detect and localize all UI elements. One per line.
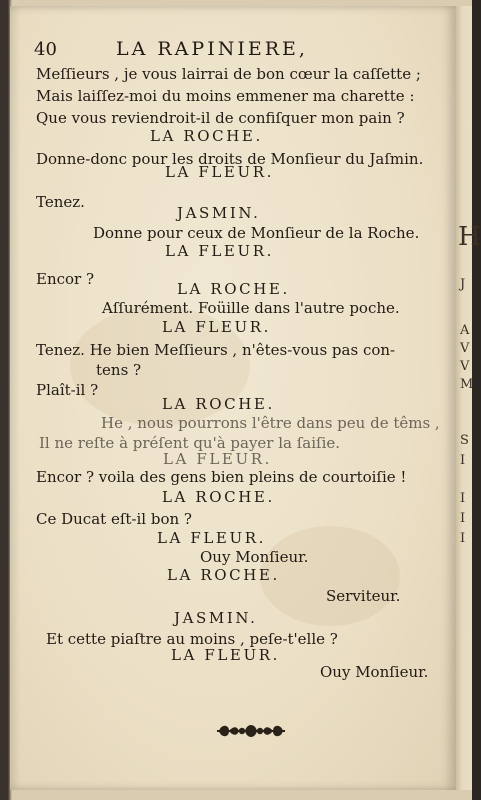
adjacent-page-mark: I [460,511,466,526]
verse-line: Plaît-il ? [36,381,99,399]
verse-line: Aſſurément. Foüille dans l'autre poche. [102,299,400,317]
verse-line: Meſſieurs , je vous lairrai de bon cœur la caſſette ; [36,65,421,83]
speaker-name: LA ROCHE. [162,395,275,413]
running-title: LA RAPINIERE, [116,38,308,60]
adjacent-page-edge [456,6,481,790]
verse-line: Donne-donc pour les droits de Monſieur du Jaſmin. [36,150,424,168]
verse-line: Serviteur. [326,587,401,605]
speaker-name: LA FLEUR. [157,529,266,547]
page-number: 40 [34,39,57,60]
adjacent-page-mark: S [460,433,469,448]
adjacent-page-mark: M [460,377,474,392]
verse-line: Encor ? voila des gens bien pleins de courtoiſie ! [36,468,407,486]
verse-line: He , nous pourrons l'être dans peu de têms , [101,414,440,432]
adjacent-page-mark: V [460,341,470,356]
adjacent-page-mark: J [460,277,466,292]
verse-line: Tenez. He bien Meſſieurs , n'êtes-vous pas con- [36,341,396,359]
adjacent-page-mark: I [460,531,466,546]
speaker-name: LA ROCHE. [177,280,290,298]
speaker-name: LA FLEUR. [163,450,272,468]
speaker-name: LA ROCHE. [150,127,263,145]
fleuron-ornament-icon [215,720,287,742]
verse-line: Ce Ducat eſt-il bon ? [36,510,192,528]
verse-line: Encor ? [36,270,95,288]
speaker-name: LA FLEUR. [171,646,280,664]
verse-line: Et cette piaſtre au moins , peſe-t'elle ? [46,630,338,648]
speaker-name: JASMIN. [177,204,261,222]
speaker-name: LA FLEUR. [162,318,271,336]
speaker-name: LA FLEUR. [165,242,274,260]
adjacent-page-mark: V [460,359,470,374]
verse-line: tens ? [96,361,142,379]
verse-line: Ouy Monſieur. [200,548,309,566]
speaker-name: JASMIN. [174,609,258,627]
adjacent-page-mark: I [460,491,466,506]
verse-line: Mais laiſſez-moi du moins emmener ma charette : [36,87,415,105]
paper-stain [260,526,400,626]
verse-line: Il ne reſte à préſent qu'à payer la ſaiſie. [39,434,341,452]
adjacent-page-mark: H [458,222,481,252]
adjacent-page-mark: I [460,453,466,468]
verse-line: Tenez. [36,193,85,211]
verse-line: Ouy Monſieur. [320,663,429,681]
speaker-name: LA FLEUR. [165,163,274,181]
adjacent-page-mark: A [460,323,470,338]
book-page [10,6,456,790]
verse-line: Donne pour ceux de Monſieur de la Roche. [93,224,420,242]
speaker-name: LA ROCHE. [162,488,275,506]
speaker-name: LA ROCHE. [167,566,280,584]
verse-line: Que vous reviendroit-il de confiſquer mon pain ? [36,109,405,127]
